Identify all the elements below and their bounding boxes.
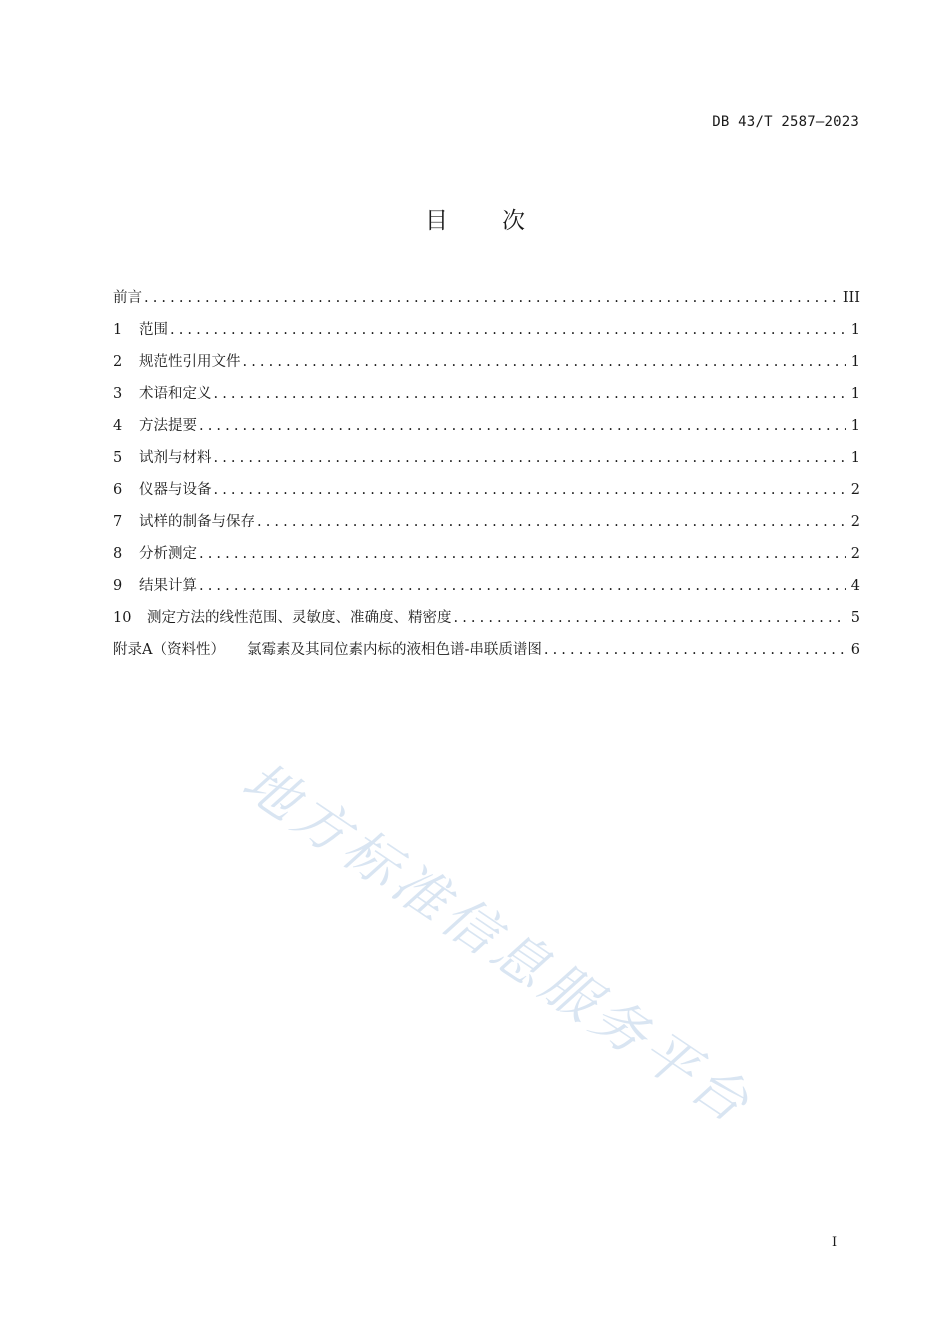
toc-entry-number: 7 bbox=[113, 514, 123, 530]
toc-entry-appendix-a[interactable] bbox=[113, 638, 860, 670]
toc-entry-page: 6 bbox=[850, 642, 860, 658]
toc-entry-page: 2 bbox=[850, 482, 860, 498]
toc-leader-dots bbox=[199, 418, 846, 434]
toc-entry-9[interactable] bbox=[113, 574, 860, 606]
toc-entry-1[interactable] bbox=[113, 318, 860, 350]
toc-entry-appendix-prefix: 附录A（资料性） bbox=[113, 642, 225, 658]
toc-entry-page: 2 bbox=[850, 514, 860, 530]
toc-entry-number: 9 bbox=[113, 578, 123, 594]
toc-entry-label: 规范性引用文件 bbox=[139, 354, 241, 370]
toc-entry-number: 8 bbox=[113, 546, 123, 562]
toc-entry-number: 3 bbox=[113, 386, 123, 402]
toc-entry-number: 6 bbox=[113, 482, 123, 498]
toc-leader-dots bbox=[144, 290, 839, 306]
toc-entry-label: 试样的制备与保存 bbox=[139, 514, 255, 530]
toc-entry-7[interactable] bbox=[113, 510, 860, 542]
toc-entry-number: 1 bbox=[113, 322, 123, 338]
toc-entry-page: III bbox=[842, 290, 860, 306]
toc-leader-dots bbox=[454, 610, 847, 626]
toc-entry-number: 10 bbox=[113, 610, 132, 626]
toc-entry-page: 4 bbox=[850, 578, 860, 594]
watermark: 地方标准信息服务平台 bbox=[231, 749, 765, 1138]
toc-entry-label: 试剂与材料 bbox=[139, 450, 212, 466]
toc-entry-label: 分析测定 bbox=[139, 546, 197, 562]
toc-entry-label: 结果计算 bbox=[139, 578, 197, 594]
toc-entry-4[interactable] bbox=[113, 414, 860, 446]
toc-entry-label: 前言 bbox=[113, 290, 142, 306]
toc-leader-dots bbox=[257, 514, 846, 530]
toc-entry-6[interactable] bbox=[113, 478, 860, 510]
page-title: 目次 bbox=[425, 208, 579, 234]
toc-entry-8[interactable] bbox=[113, 542, 860, 574]
toc-entry-10[interactable] bbox=[113, 606, 860, 638]
toc-entry-page: 1 bbox=[850, 450, 860, 466]
toc-entry-label bbox=[225, 638, 542, 659]
toc-entry-page: 1 bbox=[850, 322, 860, 338]
toc-entry-number: 5 bbox=[113, 450, 123, 466]
toc-entry-page: 1 bbox=[850, 354, 860, 370]
toc-leader-dots bbox=[214, 482, 847, 498]
toc-entry-label: 方法提要 bbox=[139, 418, 197, 434]
toc-entry-page: 5 bbox=[850, 610, 860, 626]
table-of-contents bbox=[113, 286, 860, 670]
toc-entry-2[interactable] bbox=[113, 350, 860, 382]
toc-entry-5[interactable] bbox=[113, 446, 860, 478]
toc-entry-label: 测定方法的线性范围、灵敏度、准确度、精密度 bbox=[147, 610, 452, 626]
toc-leader-dots bbox=[199, 546, 846, 562]
toc-entry-number: 2 bbox=[113, 354, 123, 370]
standard-code: DB 43/T 2587—2023 bbox=[712, 114, 859, 130]
toc-leader-dots bbox=[199, 578, 846, 594]
toc-entry-page: 1 bbox=[850, 418, 860, 434]
toc-leader-dots bbox=[214, 386, 847, 402]
page-number: I bbox=[832, 1235, 838, 1250]
toc-entry-3[interactable] bbox=[113, 382, 860, 414]
toc-entry-number: 4 bbox=[113, 418, 123, 434]
toc-entry-foreword[interactable] bbox=[113, 286, 860, 318]
toc-entry-page: 1 bbox=[850, 386, 860, 402]
toc-entry-label: 术语和定义 bbox=[139, 386, 212, 402]
toc-entry-page: 2 bbox=[850, 546, 860, 562]
toc-entry-label-text: 氯霉素及其同位素内标的液相色谱-串联质谱图 bbox=[246, 642, 542, 658]
toc-entry-label: 范围 bbox=[139, 322, 168, 338]
toc-entry-label: 仪器与设备 bbox=[139, 482, 212, 498]
toc-leader-dots bbox=[544, 642, 846, 658]
toc-leader-dots bbox=[243, 354, 847, 370]
toc-leader-dots bbox=[170, 322, 846, 338]
toc-leader-dots bbox=[214, 450, 847, 466]
